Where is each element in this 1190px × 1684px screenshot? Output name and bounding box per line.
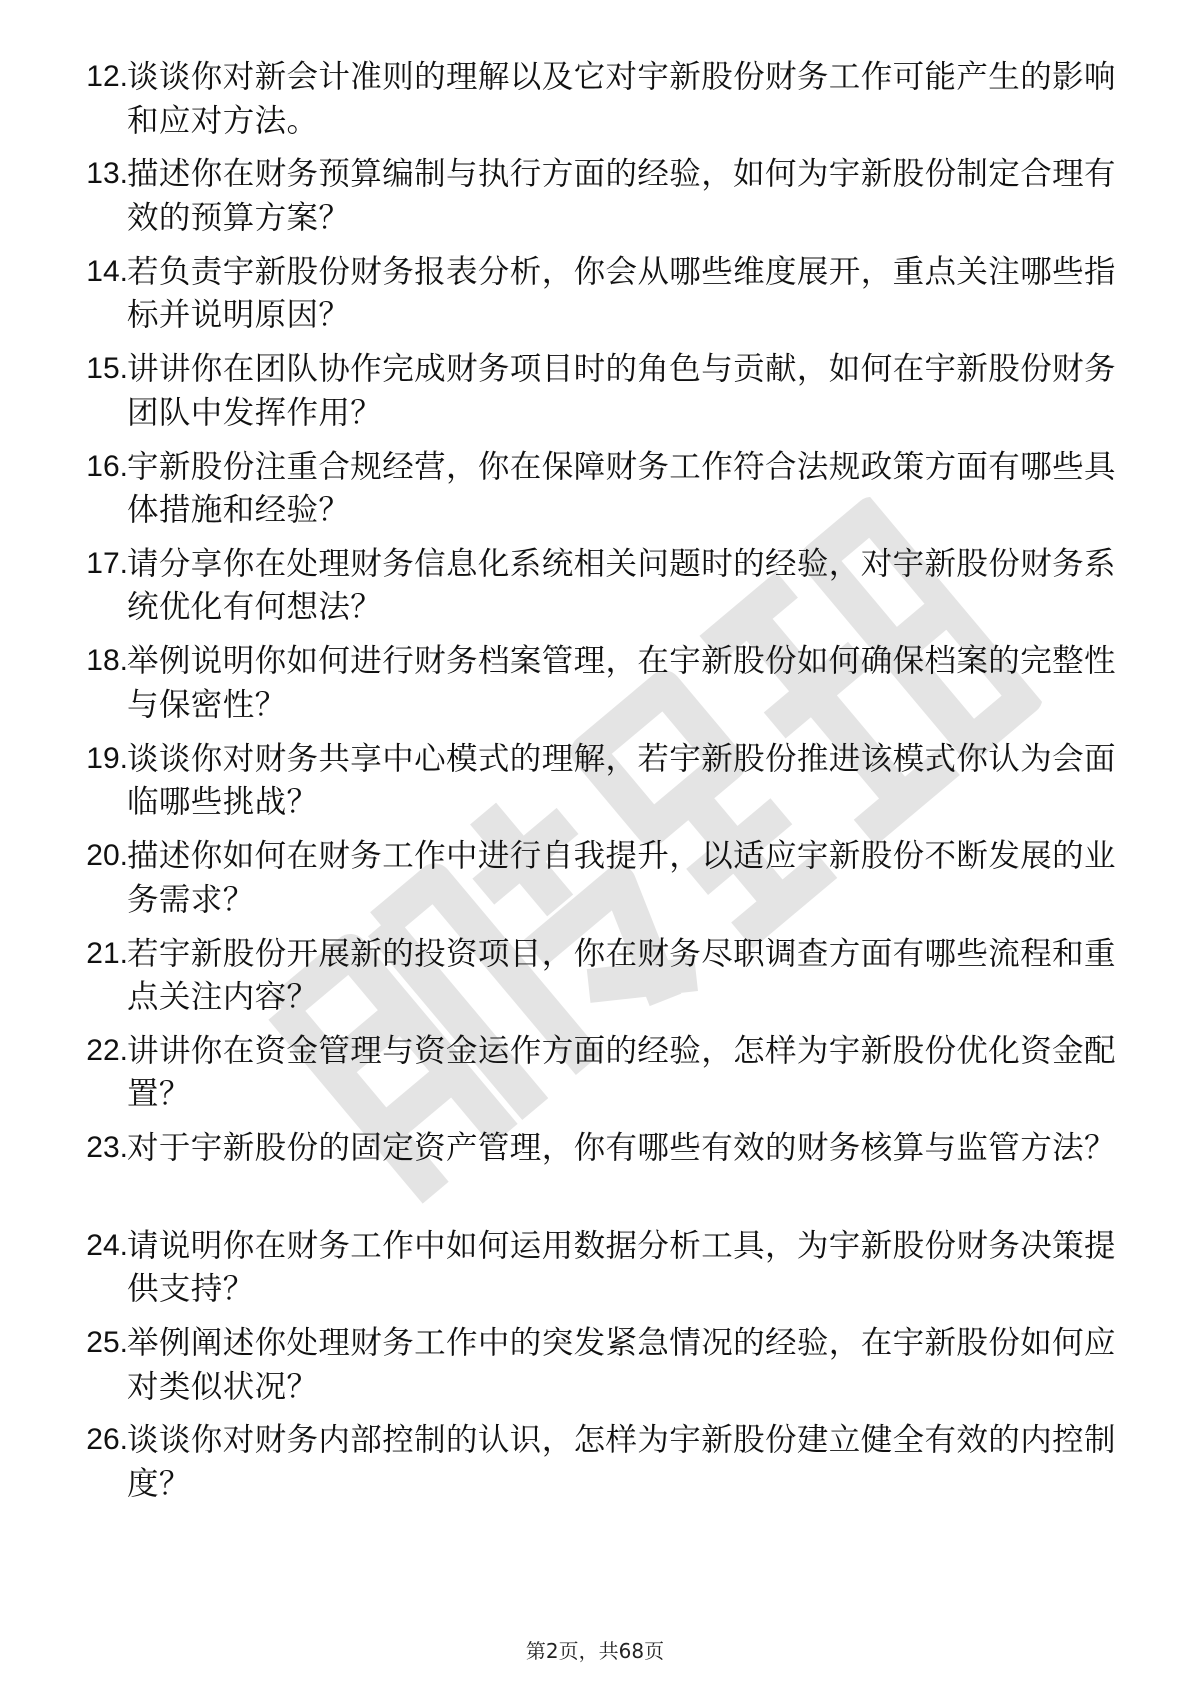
question-text: 描述你在财务预算编制与执行方面的经验，如何为宇新股份制定合理有效的预算方案？ [127, 156, 1116, 236]
question-item [0, 1318, 1190, 1415]
question-number: 12. [86, 60, 128, 93]
question-number: 16. [86, 449, 128, 483]
question-text: 举例阐述你处理财务工作中的突发紧急情况的经验，在宇新股份如何应对类似状况？ [127, 1325, 1116, 1405]
question-number: 17. [86, 546, 128, 580]
question-number: 13. [86, 157, 128, 191]
question-number: 26. [86, 1423, 128, 1457]
question-item [0, 929, 1190, 1026]
question-text: 讲讲你在团队协作完成财务项目时的角色与贡献，如何在宇新股份财务团队中发挥作用？ [127, 351, 1116, 431]
question-text: 若负责宇新股份财务报表分析，你会从哪些维度展开，重点关注哪些指标并说明原因？ [127, 253, 1116, 334]
question-item [0, 539, 1190, 636]
question-item [0, 247, 1190, 344]
question-list [0, 52, 1190, 1513]
question-number: 15. [86, 352, 128, 386]
question-item [0, 1026, 1190, 1123]
question-item [0, 149, 1190, 246]
question-item [0, 1123, 1190, 1220]
question-number: 20. [86, 839, 128, 873]
question-text: 若宇新股份开展新的投资项目，你在财务尽职调查方面有哪些流程和重点关注内容？ [127, 935, 1116, 1016]
question-text: 对于宇新股份的固定资产管理，你有哪些有效的财务核算与监管方法？ [127, 1130, 1116, 1167]
question-item [0, 734, 1190, 831]
question-text: 描述你如何在财务工作中进行自我提升，以适应宇新股份不断发展的业务需求？ [127, 838, 1116, 918]
question-number: 22. [86, 1033, 128, 1067]
question-item [0, 442, 1190, 539]
question-number: 24. [86, 1228, 128, 1262]
question-item [0, 1221, 1190, 1318]
question-number: 23. [86, 1131, 128, 1165]
question-text: 请说明你在财务工作中如何运用数据分析工具，为宇新股份财务决策提供支持？ [127, 1227, 1116, 1308]
question-item [0, 1415, 1190, 1512]
question-item [0, 636, 1190, 733]
question-item [0, 52, 1190, 149]
question-text: 举例说明你如何进行财务档案管理，在宇新股份如何确保档案的完整性与保密性？ [127, 643, 1116, 723]
question-text: 谈谈你对财务共享中心模式的理解，若宇新股份推进该模式你认为会面临哪些挑战？ [127, 740, 1116, 821]
question-number: 21. [86, 936, 128, 970]
question-text: 宇新股份注重合规经营，你在保障财务工作符合法规政策方面有哪些具体措施和经验？ [127, 448, 1116, 529]
question-text: 谈谈你对财务内部控制的认识，怎样为宇新股份建立健全有效的内控制度？ [127, 1422, 1116, 1502]
question-number: 19. [86, 741, 128, 775]
question-item [0, 831, 1190, 928]
question-text: 谈谈你对新会计准则的理解以及它对宇新股份财务工作可能产生的影响和应对方法。 [127, 59, 1116, 139]
question-text: 讲讲你在资金管理与资金运作方面的经验，怎样为宇新股份优化资金配置？ [127, 1032, 1116, 1113]
question-text: 请分享你在处理财务信息化系统相关问题时的经验，对宇新股份财务系统优化有何想法？ [127, 545, 1116, 626]
question-item [0, 344, 1190, 441]
question-number: 25. [86, 1326, 128, 1360]
question-number: 18. [86, 644, 128, 678]
page-footer: 第2页，共68页 [525, 1639, 665, 1663]
question-number: 14. [86, 254, 128, 288]
